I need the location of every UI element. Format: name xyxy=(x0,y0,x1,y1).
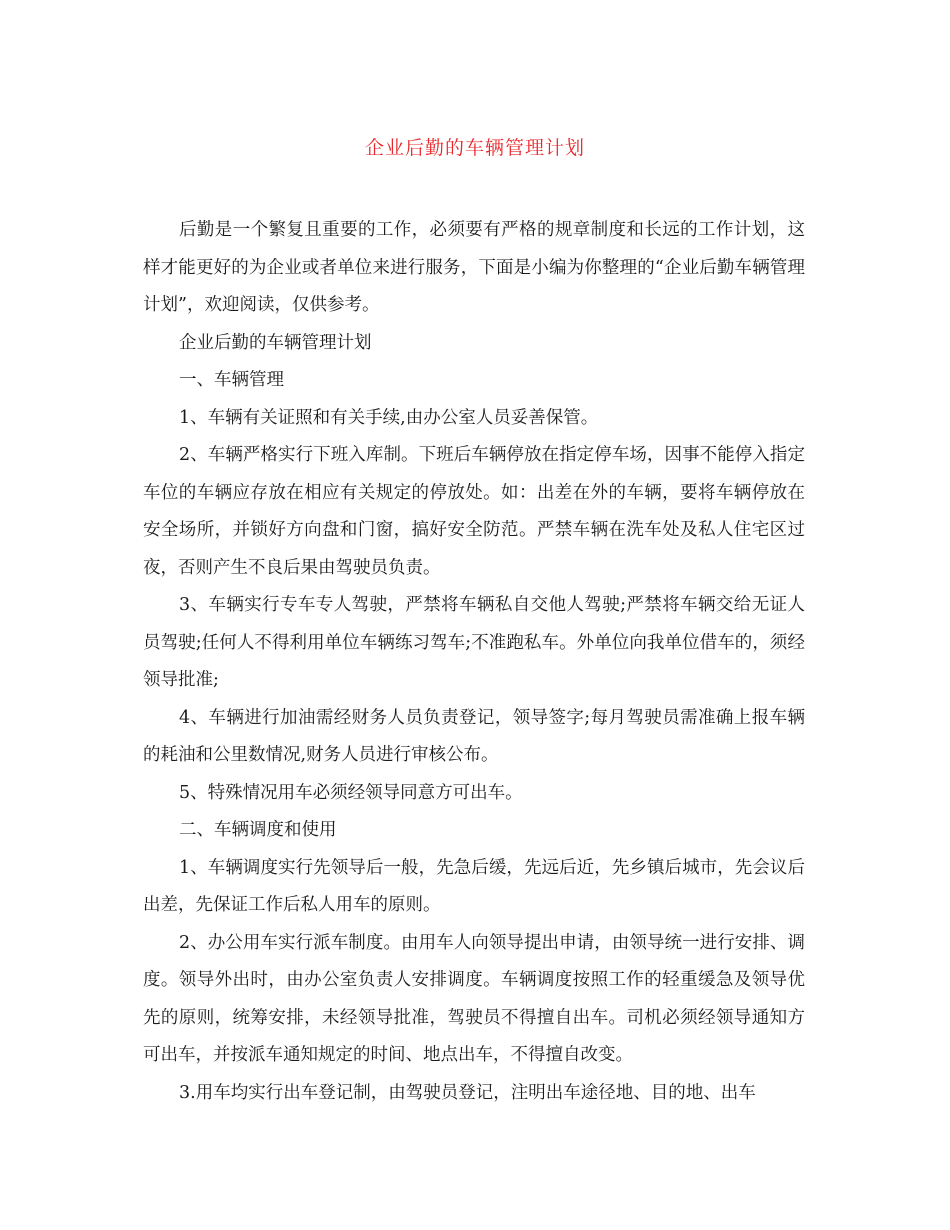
section-heading-vehicle-management: 一、车辆管理 xyxy=(179,370,284,390)
paragraph-intro: 后勤是一个繁复且重要的工作，必须要有严格的规章制度和长远的工作计划，这样才能更好的为企业或者单位来进行服务，下面是小编为你整理的“企业后勤车辆管理计划”，欢迎阅读，仅供参考。 xyxy=(143,220,805,315)
paragraph-subtitle: 企业后勤的车辆管理计划 xyxy=(179,332,372,353)
paragraph-item: 4、车辆进行加油需经财务人员负责登记，领导签字;每月驾驶员需准确上报车辆的耗油和公里数情况,财务人员进行审核公布。 xyxy=(143,707,805,765)
paragraph-item: 5、特殊情况用车必须经领导同意方可出车。 xyxy=(179,782,523,803)
paragraph-item: 2、办公用车实行派车制度。由用车人向领导提出申请，由领导统一进行安排、调度。领导外出时，由办公室负责人安排调度。车辆调度按照工作的轻重缓急及领导优先的原则，统筹安排，未经领导批准，驾驶员不得擅自出车。司机必须经领导通知方可出车，并按派车通知规定的时间、地点出车，不得擅自改变。 xyxy=(143,932,805,1065)
document-title: 企业后勤的车辆管理计划 xyxy=(364,137,585,159)
paragraph-item: 2、车辆严格实行下班入库制。下班后车辆停放在指定停车场，因事不能停入指定车位的车辆应存放在相应有关规定的停放处。如：出差在外的车辆，要将车辆停放在安全场所，并锁好方向盘和门窗，搞好安全防范。严禁车辆在洗车处及私人住宅区过夜，否则产生不良后果由驾驶员负责。 xyxy=(143,445,805,578)
paragraph-item: 3.用车均实行出车登记制，由驾驶员登记，注明出车途径地、目的地、出车 xyxy=(179,1082,756,1103)
section-heading-dispatch-and-use: 二、车辆调度和使用 xyxy=(179,820,337,840)
paragraph-item: 1、车辆调度实行先领导后一般，先急后缓，先远后近，先乡镇后城市，先会议后出差，先保证工作后私人用车的原则。 xyxy=(143,857,805,915)
document-body xyxy=(143,212,805,1112)
paragraph-item: 1、车辆有关证照和有关手续,由办公室人员妥善保管。 xyxy=(179,407,599,428)
paragraph-item: 3、车辆实行专车专人驾驶，严禁将车辆私自交他人驾驶;严禁将车辆交给无证人员驾驶;任何人不得利用单位车辆练习驾车;不准跑私车。外单位向我单位借车的，须经领导批准; xyxy=(143,595,805,690)
